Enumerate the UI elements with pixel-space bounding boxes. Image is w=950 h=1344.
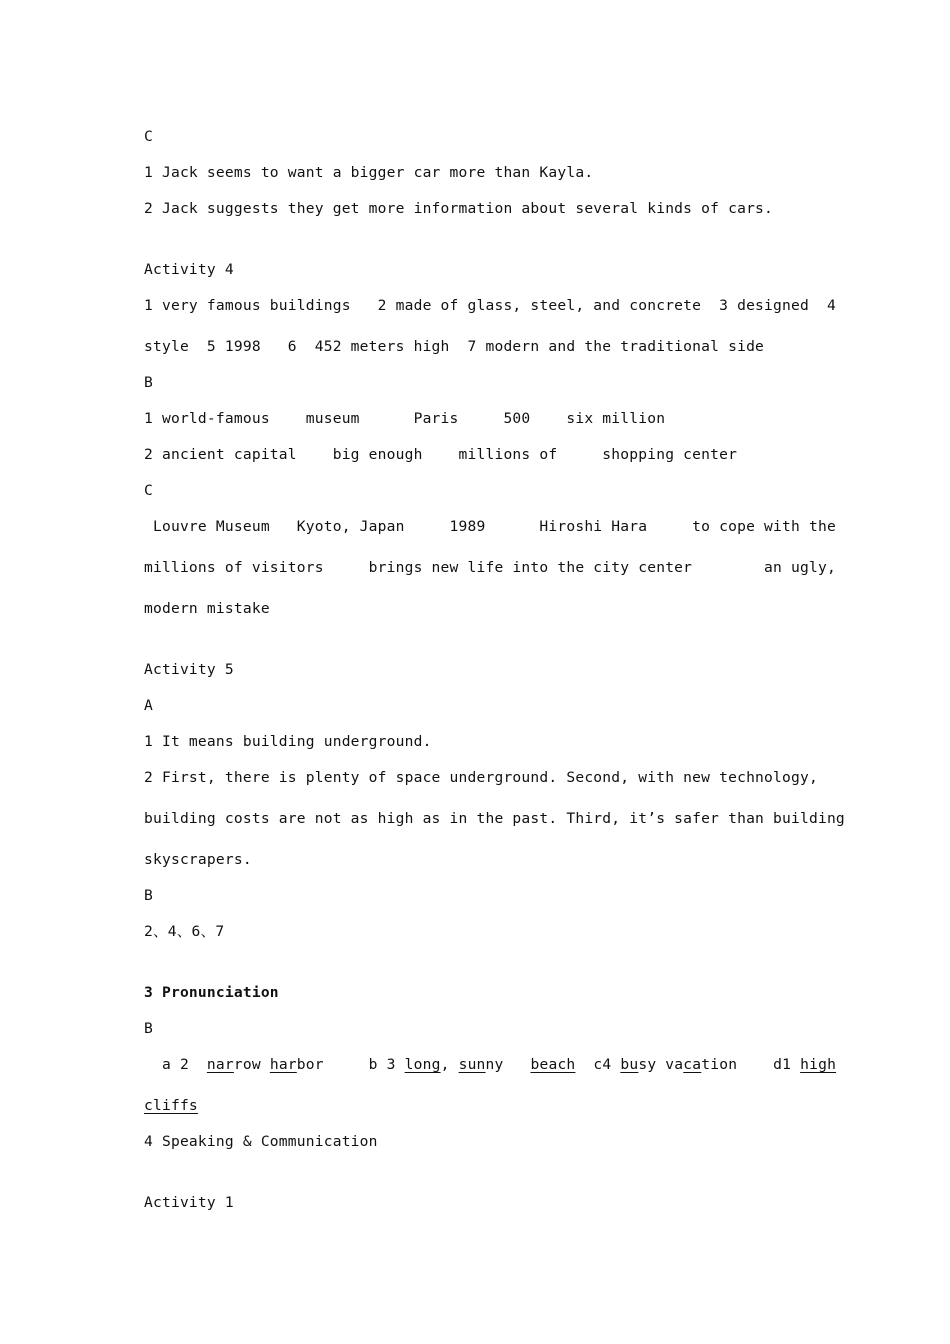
answer-line: 2 First, there is plenty of space underground. Second, with new technology,: [144, 769, 818, 786]
underlined-syllable: long: [404, 1056, 441, 1073]
pron-text: bor b 3: [296, 1056, 405, 1073]
activity-heading: Activity 5: [144, 661, 234, 678]
answer-line: building costs are not as high as in the past. Third, it’s safer than building: [144, 810, 845, 827]
section-label-b: B: [144, 887, 153, 904]
underlined-syllable: ca: [683, 1056, 702, 1073]
underlined-syllable: beach: [530, 1056, 576, 1073]
answer-line: 1 Jack seems to want a bigger car more than Kayla.: [144, 164, 594, 181]
answer-line: 1 very famous buildings 2 made of glass, steel, and concrete 3 designed 4: [144, 297, 836, 314]
section-heading-speaking: 4 Speaking & Communication: [144, 1133, 378, 1150]
answer-line: modern mistake: [144, 600, 270, 617]
activity-heading: Activity 1: [144, 1194, 234, 1211]
pronunciation-answer-line: [144, 1056, 837, 1074]
answer-line: 2 ancient capital big enough millions of shopping center: [144, 446, 738, 463]
pron-text: sy va: [638, 1056, 684, 1073]
answer-line: 2 Jack suggests they get more information about several kinds of cars.: [144, 200, 774, 217]
underlined-syllable: high: [800, 1056, 837, 1073]
answer-line: style 5 1998 6 452 meters high 7 modern and the traditional side: [144, 338, 765, 355]
pron-text: ny: [485, 1056, 531, 1073]
section-label-c: C: [144, 482, 153, 499]
underlined-syllable: sun: [458, 1056, 486, 1073]
pron-text: a 2: [144, 1056, 207, 1073]
pron-text: tion d1: [701, 1056, 801, 1073]
pron-text: ,: [440, 1056, 459, 1073]
underlined-syllable: bu: [620, 1056, 639, 1073]
answer-line: 2、4、6、7: [144, 923, 225, 940]
answer-line: millions of visitors brings new life into the city center an ugly,: [144, 559, 836, 576]
section-heading-pronunciation: 3 Pronunciation: [144, 984, 279, 1001]
answer-line: 1 world-famous museum Paris 500 six million: [144, 410, 666, 427]
activity-heading: Activity 4: [144, 261, 234, 278]
pron-text: row: [233, 1056, 270, 1073]
underlined-syllable: nar: [206, 1056, 234, 1073]
underlined-syllable: har: [269, 1056, 297, 1073]
answer-line: 1 It means building underground.: [144, 733, 432, 750]
answer-line: skyscrapers.: [144, 851, 252, 868]
answer-line: Louvre Museum Kyoto, Japan 1989 Hiroshi Hara to cope with the: [144, 518, 836, 535]
section-label-a: A: [144, 697, 153, 714]
pron-text: c4: [575, 1056, 621, 1073]
section-label-c: C: [144, 128, 153, 145]
underlined-syllable: cliffs: [144, 1097, 198, 1114]
section-label-b: B: [144, 1020, 153, 1037]
pronunciation-answer-line: [144, 1097, 806, 1115]
section-label-b: B: [144, 374, 153, 391]
